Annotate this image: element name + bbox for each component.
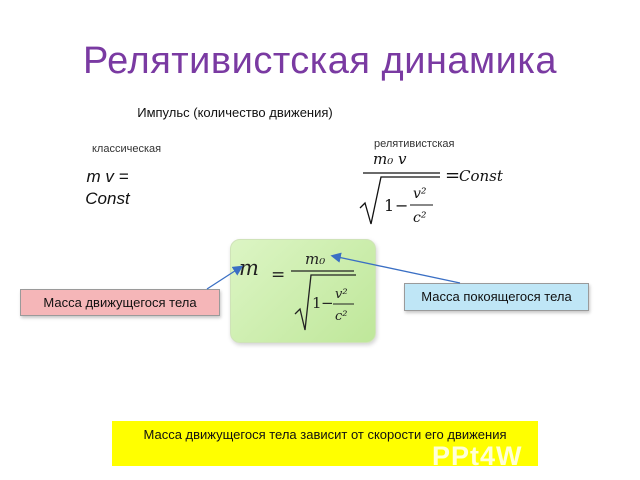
classical-formula-line2: Const — [85, 189, 130, 208]
slide-title: Релятивистская динамика — [82, 40, 557, 82]
moving-mass-label: Масса движущегося тела — [20, 289, 220, 316]
rest-mass-arrow — [333, 256, 460, 283]
mass-numerator: m₀ — [305, 250, 326, 268]
rel-v-squared: v² — [413, 186, 427, 202]
rel-const: Const — [459, 167, 503, 185]
mass-lhs: m — [239, 256, 259, 280]
rel-one: 1 — [384, 196, 395, 215]
rel-c-squared: c² — [413, 210, 427, 226]
moving-mass-arrow — [207, 267, 241, 289]
mass-v-squared: v² — [335, 287, 348, 302]
mass-c-squared: c² — [335, 309, 348, 324]
classical-label: классическая — [92, 143, 162, 155]
mass-equals: = — [271, 265, 286, 285]
classical-formula-line1: m v = — [86, 167, 129, 186]
rel-minus: − — [395, 196, 409, 215]
momentum-subtitle: Импульс (количество движения) — [137, 105, 333, 120]
relativistic-label: релятивистская — [374, 138, 455, 150]
mass-minus: − — [321, 294, 334, 312]
mass-one: 1 — [312, 294, 322, 312]
watermark-logo: PPt4W — [432, 441, 523, 471]
rel-equals: = — [445, 165, 461, 186]
rest-mass-label: Масса покоящегося тела — [404, 283, 589, 311]
rel-numerator: m₀ v — [373, 150, 407, 168]
conclusion-box: Масса движущегося тела зависит от скорости его движения — [112, 421, 538, 466]
